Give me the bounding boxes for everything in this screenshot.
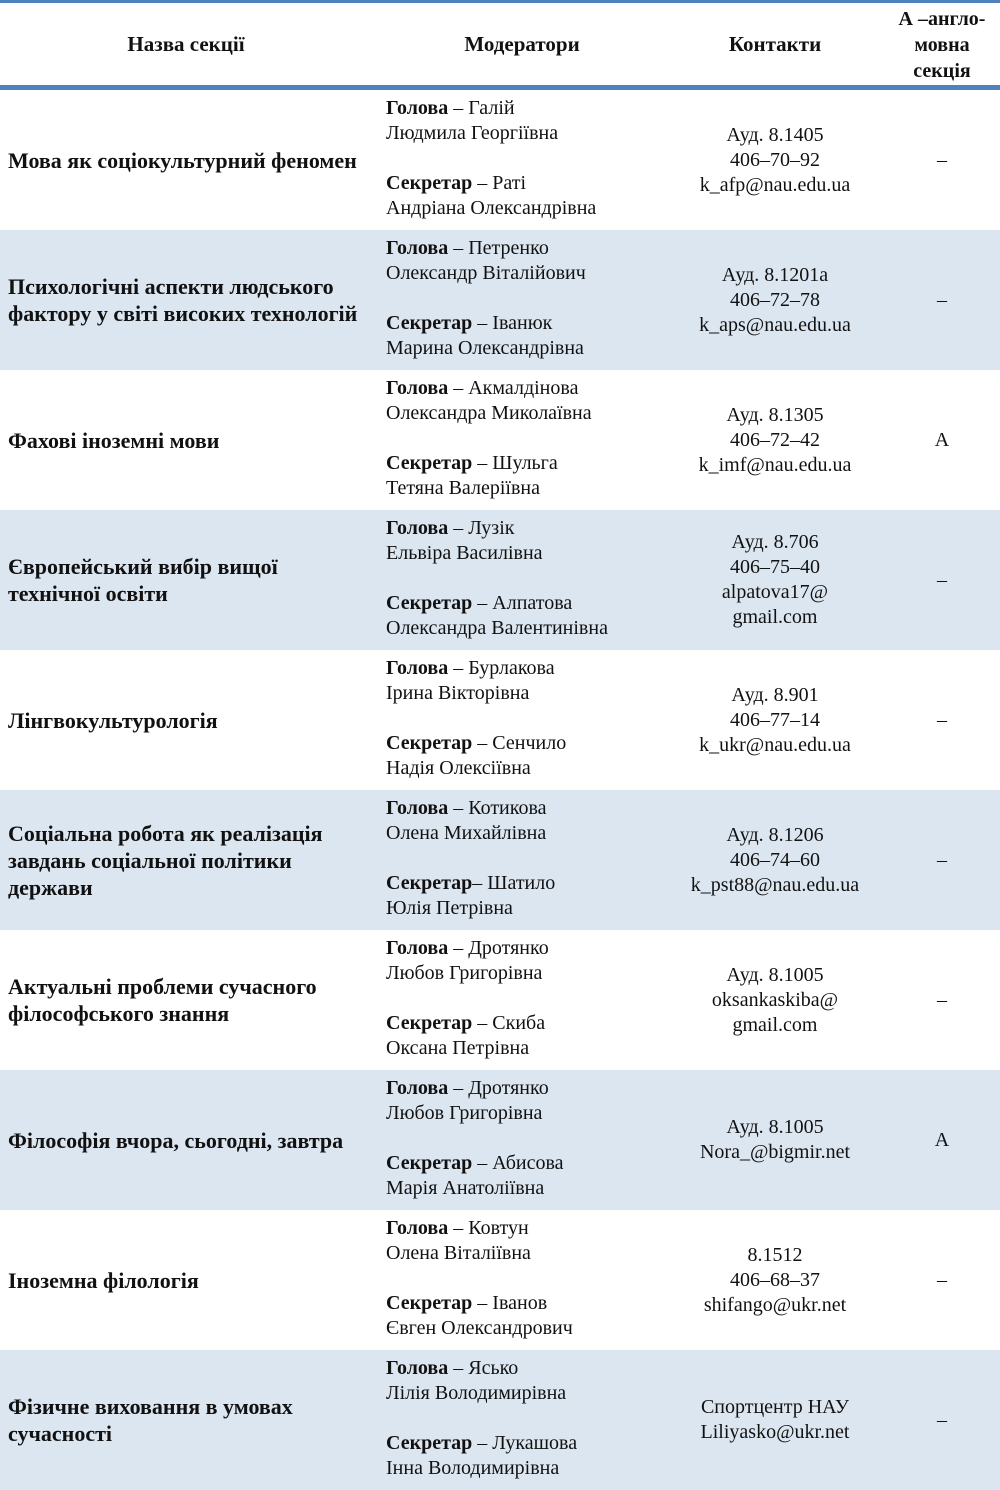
secretary-separator: – bbox=[472, 312, 493, 334]
moderators bbox=[386, 796, 686, 921]
head-surname: Бурлакова bbox=[468, 657, 555, 679]
section-name-text: Філософія вчора, сьогодні, завтра bbox=[8, 1127, 344, 1153]
english-section-flag: – bbox=[937, 1408, 947, 1431]
secretary-surname: Алпатова bbox=[492, 592, 573, 614]
english-section-flag: – bbox=[937, 848, 947, 871]
head-separator: – bbox=[448, 1217, 469, 1239]
header-contacts: Контакти bbox=[728, 32, 822, 56]
table-row bbox=[0, 90, 1000, 230]
secretary-separator: – bbox=[472, 1152, 493, 1174]
secretary-surname: Абисова bbox=[492, 1152, 564, 1174]
head-surname: Лузік bbox=[468, 517, 515, 539]
section-name bbox=[8, 1070, 368, 1210]
table-row bbox=[0, 790, 1000, 930]
secretary-names: Андріана Олександрівна bbox=[386, 197, 597, 219]
head-separator: – bbox=[448, 1077, 469, 1099]
head-names: Олена Михайлівна bbox=[386, 822, 547, 844]
head-separator: – bbox=[448, 937, 469, 959]
contact-line: Ауд. 8.1201а bbox=[721, 263, 829, 286]
header-moderators: Модератори bbox=[464, 32, 580, 56]
secretary-names: Євген Олександрович bbox=[386, 1317, 573, 1339]
contacts bbox=[676, 650, 874, 790]
contact-line: k_pst88@nau.edu.ua bbox=[690, 873, 860, 896]
contact-line: 406–72–42 bbox=[730, 428, 820, 451]
head-surname: Акмалдінова bbox=[468, 377, 579, 399]
head-names: Ірина Вікторівна bbox=[386, 682, 530, 704]
secretary-names: Марина Олександрівна bbox=[386, 337, 584, 359]
header-english-section: А –англо-мовна секція bbox=[898, 8, 986, 82]
head-label: Голова bbox=[386, 1077, 449, 1099]
contact-line: gmail.com bbox=[732, 606, 818, 628]
section-name-text: Європейський вибір вищої технічної освіти bbox=[8, 554, 278, 606]
moderators bbox=[386, 1356, 686, 1481]
section-name-text: Фізичне виховання в умовах сучасності bbox=[8, 1394, 293, 1446]
section-name bbox=[8, 90, 368, 230]
head-names: Олександр Віталійович bbox=[386, 262, 586, 284]
contact-line: Ауд. 8.706 bbox=[731, 531, 819, 553]
secretary-separator: – bbox=[472, 592, 493, 614]
secretary-surname: Скиба bbox=[492, 1012, 546, 1034]
secretary-names: Юлія Петрівна bbox=[386, 897, 513, 919]
head-names: Любов Григорівна bbox=[386, 1102, 543, 1124]
head-names: Ельвіра Василівна bbox=[386, 542, 543, 564]
secretary-names: Олександра Валентинівна bbox=[386, 617, 608, 639]
section-name-text: Фахові іноземні мови bbox=[8, 427, 220, 453]
contact-line: shifango@ukr.net bbox=[703, 1293, 847, 1316]
table-row bbox=[0, 930, 1000, 1070]
section-name-text: Лінгвокультурологія bbox=[8, 707, 218, 733]
table-row bbox=[0, 510, 1000, 650]
section-name bbox=[8, 370, 368, 510]
head-separator: – bbox=[448, 797, 469, 819]
contact-line: Ауд. 8.1005 bbox=[726, 1116, 824, 1138]
contact-line: 406–77–14 bbox=[730, 708, 820, 731]
secretary-label: Секретар bbox=[386, 452, 473, 474]
secretary-label: Секретар bbox=[386, 1152, 473, 1174]
head-surname: Котикова bbox=[468, 797, 547, 819]
section-name-text: Іноземна філологія bbox=[8, 1267, 199, 1293]
head-separator: – bbox=[448, 1357, 469, 1379]
contact-line: 406–75–40 bbox=[730, 556, 820, 578]
contact-line: k_afp@nau.edu.ua bbox=[699, 173, 851, 196]
head-names: Людмила Георгіївна bbox=[386, 122, 559, 144]
contact-line: 8.1512 bbox=[747, 1243, 803, 1266]
secretary-separator: – bbox=[472, 172, 493, 194]
secretary-surname: Іванюк bbox=[492, 312, 553, 334]
table-row bbox=[0, 1070, 1000, 1210]
head-label: Голова bbox=[386, 237, 449, 259]
english-section-flag: – bbox=[937, 1268, 947, 1291]
head-separator: – bbox=[448, 657, 469, 679]
section-name bbox=[8, 510, 368, 650]
head-label: Голова bbox=[386, 937, 449, 959]
head-separator: – bbox=[448, 97, 469, 119]
secretary-separator: – bbox=[472, 1012, 493, 1034]
table-row bbox=[0, 650, 1000, 790]
head-label: Голова bbox=[386, 97, 449, 119]
secretary-label: Секретар bbox=[386, 312, 473, 334]
english-section-flag: А bbox=[934, 1128, 950, 1151]
head-surname: Галій bbox=[468, 97, 515, 119]
section-name-text: Актуальні проблеми сучасного філософського знання bbox=[8, 974, 317, 1026]
head-names: Олександра Миколаївна bbox=[386, 402, 592, 424]
section-name-text: Мова як соціокультурний феномен bbox=[8, 147, 357, 173]
head-label: Голова bbox=[386, 657, 449, 679]
secretary-names: Марія Анатоліївна bbox=[386, 1177, 545, 1199]
header-section-name: Назва секції bbox=[127, 32, 245, 56]
secretary-label: Секретар bbox=[386, 1432, 473, 1454]
secretary-label: Секретар bbox=[386, 172, 473, 194]
head-names: Олена Віталіївна bbox=[386, 1242, 531, 1264]
secretary-label: Секретар bbox=[386, 1292, 473, 1314]
secretary-surname: Шульга bbox=[492, 452, 558, 474]
secretary-names: Оксана Петрівна bbox=[386, 1037, 530, 1059]
contact-line: k_ukr@nau.edu.ua bbox=[699, 733, 851, 756]
moderators bbox=[386, 936, 686, 1061]
head-surname: Ковтун bbox=[468, 1217, 529, 1239]
english-section-flag: – bbox=[937, 568, 947, 591]
contacts bbox=[676, 230, 874, 370]
secretary-separator: – bbox=[472, 1292, 493, 1314]
secretary-separator: – bbox=[472, 732, 493, 754]
secretary-surname: Лукашова bbox=[492, 1432, 578, 1454]
secretary-names: Надія Олексіївна bbox=[386, 757, 531, 779]
table-row bbox=[0, 370, 1000, 510]
contacts bbox=[676, 90, 874, 230]
section-name bbox=[8, 1210, 368, 1350]
moderators bbox=[386, 656, 686, 781]
contacts bbox=[676, 510, 874, 650]
head-names: Любов Григорівна bbox=[386, 962, 543, 984]
contact-line: Спортцентр НАУ bbox=[700, 1396, 850, 1418]
contact-line: k_imf@nau.edu.ua bbox=[698, 453, 852, 476]
head-surname: Дротянко bbox=[468, 1077, 549, 1099]
head-label: Голова bbox=[386, 377, 449, 399]
secretary-surname: Шатило bbox=[487, 872, 556, 894]
contact-line: Ауд. 8.1305 bbox=[726, 403, 824, 426]
head-label: Голова bbox=[386, 797, 449, 819]
contact-line: gmail.com bbox=[732, 1013, 818, 1036]
table-row bbox=[0, 230, 1000, 370]
moderators bbox=[386, 96, 686, 221]
moderators bbox=[386, 516, 686, 641]
english-section-flag: – bbox=[937, 988, 947, 1011]
head-separator: – bbox=[448, 517, 469, 539]
moderators bbox=[386, 1216, 686, 1341]
contact-line: 406–72–78 bbox=[730, 288, 820, 311]
contact-line: Nora_@bigmir.net bbox=[699, 1141, 851, 1163]
contact-line: Ауд. 8.1005 bbox=[726, 963, 824, 986]
contact-line: Ауд. 8.1405 bbox=[726, 123, 824, 146]
section-name bbox=[8, 1350, 368, 1490]
section-name bbox=[8, 930, 368, 1070]
secretary-label: Секретар bbox=[386, 732, 473, 754]
secretary-label: Секретар bbox=[386, 1012, 473, 1034]
contact-line: 406–74–60 bbox=[730, 848, 820, 871]
contact-line: 406–70–92 bbox=[730, 148, 820, 171]
secretary-label: Секретар bbox=[386, 872, 473, 894]
section-name-text: Психологічні аспекти людського фактору у світі високих технологій bbox=[8, 274, 358, 326]
contact-line: oksankaskiba@ bbox=[711, 988, 839, 1011]
contact-line: Ауд. 8.1206 bbox=[726, 823, 824, 846]
contacts bbox=[676, 1210, 874, 1350]
contacts bbox=[676, 1070, 874, 1210]
head-label: Голова bbox=[386, 517, 449, 539]
head-surname: Ясько bbox=[468, 1357, 519, 1379]
contacts bbox=[676, 930, 874, 1070]
contact-line: Ауд. 8.901 bbox=[731, 683, 819, 706]
head-separator: – bbox=[448, 377, 469, 399]
secretary-surname: Раті bbox=[492, 172, 527, 194]
contact-line: 406–68–37 bbox=[730, 1268, 820, 1291]
head-surname: Дротянко bbox=[468, 937, 549, 959]
secretary-names: Тетяна Валеріївна bbox=[386, 477, 540, 499]
secretary-label: Секретар bbox=[386, 592, 473, 614]
head-separator: – bbox=[448, 237, 469, 259]
section-name bbox=[8, 650, 368, 790]
section-name bbox=[8, 230, 368, 370]
secretary-surname: Сенчило bbox=[492, 732, 567, 754]
english-section-flag: А bbox=[934, 428, 950, 451]
section-name-text: Соціальна робота як реалізація завдань соціальної політики держави bbox=[8, 820, 323, 900]
secretary-separator: – bbox=[472, 872, 488, 894]
contact-line: k_aps@nau.edu.ua bbox=[699, 313, 851, 336]
head-surname: Петренко bbox=[468, 237, 549, 259]
contacts bbox=[676, 370, 874, 510]
head-label: Голова bbox=[386, 1357, 449, 1379]
contacts bbox=[676, 790, 874, 930]
contacts bbox=[676, 1350, 874, 1490]
contact-line: Liliyasko@ukr.net bbox=[700, 1421, 850, 1443]
head-label: Голова bbox=[386, 1217, 449, 1239]
section-name bbox=[8, 790, 368, 930]
secretary-separator: – bbox=[472, 1432, 493, 1454]
secretary-separator: – bbox=[472, 452, 493, 474]
table-row bbox=[0, 1350, 1000, 1490]
secretary-names: Інна Володимирівна bbox=[386, 1457, 560, 1479]
moderators bbox=[386, 376, 686, 501]
english-section-flag: – bbox=[937, 288, 947, 311]
english-section-flag: – bbox=[937, 708, 947, 731]
head-names: Лілія Володимирівна bbox=[386, 1382, 567, 1404]
english-section-flag: – bbox=[937, 148, 947, 171]
moderators bbox=[386, 236, 686, 361]
moderators bbox=[386, 1076, 686, 1201]
secretary-surname: Іванов bbox=[492, 1292, 548, 1314]
contact-line: alpatova17@ bbox=[721, 581, 829, 603]
table-row bbox=[0, 1210, 1000, 1350]
